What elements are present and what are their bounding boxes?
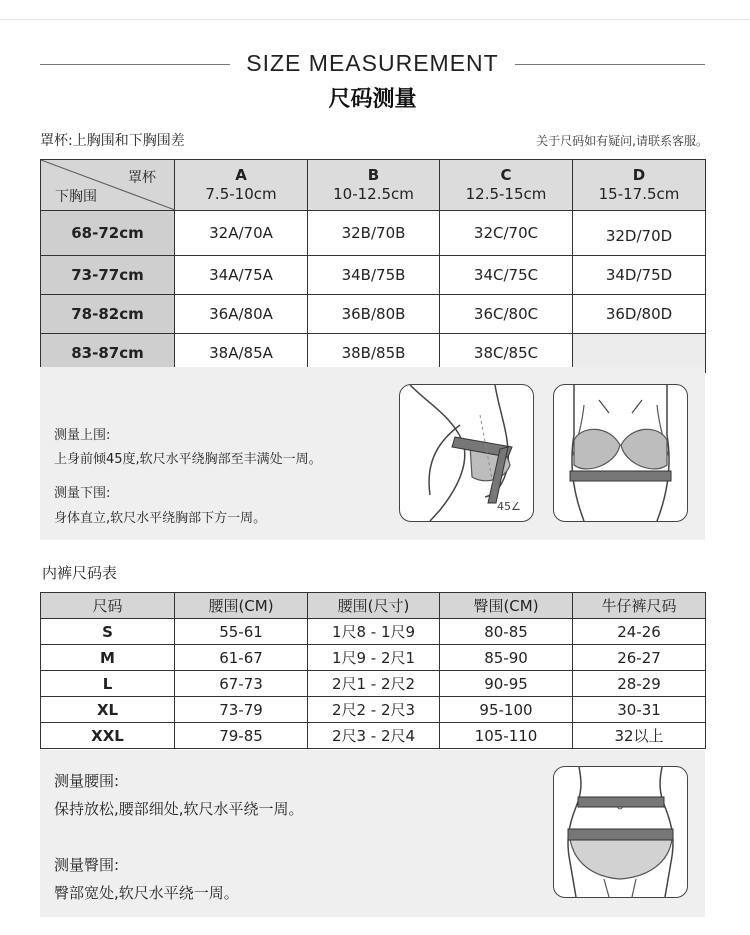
cup-range: 7.5-10cm bbox=[205, 185, 277, 203]
cup-letter: D bbox=[632, 166, 646, 184]
column-header: 尺码 bbox=[41, 593, 175, 619]
cup-letter: B bbox=[367, 166, 380, 184]
corner-band-label: 下胸围 bbox=[55, 189, 97, 205]
cup-letter: C bbox=[500, 166, 512, 184]
pants-section-title: 内裤尺码表 bbox=[42, 564, 118, 582]
upper-measure-title: 测量上围: bbox=[54, 428, 111, 443]
table-row bbox=[41, 256, 706, 295]
bra-size-table bbox=[40, 159, 706, 373]
hip-cm-cell: 105-110 bbox=[440, 723, 573, 749]
column-header: 腰围(尺寸) bbox=[308, 593, 440, 619]
waist-measure-title: 测量腰围: bbox=[54, 772, 120, 790]
pants-size-table bbox=[40, 592, 706, 749]
lower-measure-desc: 身体直立,软尺水平绕胸部下方一周。 bbox=[54, 511, 267, 526]
table-corner-cell bbox=[41, 160, 175, 211]
table-header-row bbox=[41, 593, 706, 619]
hip-measure-title: 测量臀围: bbox=[54, 856, 120, 874]
cup-header-d bbox=[573, 160, 706, 211]
size-cell: M bbox=[41, 645, 175, 671]
table-row bbox=[41, 295, 706, 334]
cup-range: 12.5-15cm bbox=[465, 185, 547, 203]
waist-cm-cell: 67-73 bbox=[175, 671, 308, 697]
size-cell: 32B/70B bbox=[308, 211, 440, 256]
size-cell: 36B/80B bbox=[308, 295, 440, 334]
hip-measure-desc: 臀部宽处,软尺水平绕一周。 bbox=[54, 884, 239, 902]
hip-cm-cell: 85-90 bbox=[440, 645, 573, 671]
jeans-size-cell: 26-27 bbox=[573, 645, 706, 671]
hip-cm-cell: 95-100 bbox=[440, 697, 573, 723]
cup-range: 15-17.5cm bbox=[598, 185, 680, 203]
waist-cm-cell: 61-67 bbox=[175, 645, 308, 671]
side-measure-illustration bbox=[399, 384, 534, 522]
table-row bbox=[41, 723, 706, 749]
size-cell: 32D/70D bbox=[573, 211, 706, 256]
corner-cup-label: 罩杯 bbox=[128, 170, 156, 186]
cup-range: 10-12.5cm bbox=[333, 185, 414, 203]
cup-header-c bbox=[440, 160, 573, 211]
page-title-en: SIZE MEASUREMENT bbox=[246, 50, 499, 76]
top-divider bbox=[0, 19, 750, 20]
waist-cm-cell: 55-61 bbox=[175, 619, 308, 645]
column-header: 腰围(CM) bbox=[175, 593, 308, 619]
cup-letter: A bbox=[235, 166, 247, 184]
band-cell: 83-87cm bbox=[41, 334, 175, 373]
table-row bbox=[41, 697, 706, 723]
waist-hip-illustration bbox=[553, 766, 688, 898]
angle-label: 45∠ bbox=[497, 500, 521, 513]
size-cell: S bbox=[41, 619, 175, 645]
column-header: 牛仔裤尺码 bbox=[573, 593, 706, 619]
waist-chi-cell: 1尺9 - 2尺1 bbox=[308, 645, 440, 671]
page-title-cn: 尺码测量 bbox=[328, 87, 417, 112]
cup-header-b bbox=[308, 160, 440, 211]
column-header: 臀围(CM) bbox=[440, 593, 573, 619]
waist-cm-cell: 79-85 bbox=[175, 723, 308, 749]
waist-cm-cell: 73-79 bbox=[175, 697, 308, 723]
body-side-icon bbox=[400, 385, 533, 521]
waist-measure-desc: 保持放松,腰部细处,软尺水平绕一周。 bbox=[54, 800, 304, 818]
size-cell: 32C/70C bbox=[440, 211, 573, 256]
cup-header-a bbox=[175, 160, 308, 211]
band-cell: 73-77cm bbox=[41, 256, 175, 295]
size-cell: XL bbox=[41, 697, 175, 723]
waist-chi-cell: 2尺2 - 2尺3 bbox=[308, 697, 440, 723]
waist-chi-cell: 2尺3 - 2尺4 bbox=[308, 723, 440, 749]
size-cell: L bbox=[41, 671, 175, 697]
size-cell: 38C/85C bbox=[440, 334, 573, 373]
size-cell: 36D/80D bbox=[573, 295, 706, 334]
waist-chi-cell: 1尺8 - 1尺9 bbox=[308, 619, 440, 645]
lower-body-icon bbox=[554, 767, 687, 897]
size-cell: 34B/75B bbox=[308, 256, 440, 295]
band-cell: 68-72cm bbox=[41, 211, 175, 256]
table-row bbox=[41, 211, 706, 256]
bra-measure-panel bbox=[40, 367, 705, 540]
jeans-size-cell: 30-31 bbox=[573, 697, 706, 723]
pants-measure-panel bbox=[40, 750, 705, 917]
table-row bbox=[41, 671, 706, 697]
size-cell: 34D/75D bbox=[573, 256, 706, 295]
size-cell: 38B/85B bbox=[308, 334, 440, 373]
jeans-size-cell: 24-26 bbox=[573, 619, 706, 645]
size-cell: XXL bbox=[41, 723, 175, 749]
body-front-icon bbox=[554, 385, 687, 521]
band-cell: 78-82cm bbox=[41, 295, 175, 334]
waist-chi-cell: 2尺1 - 2尺2 bbox=[308, 671, 440, 697]
size-cell: 32A/70A bbox=[175, 211, 308, 256]
front-measure-illustration bbox=[553, 384, 688, 522]
hip-cm-cell: 90-95 bbox=[440, 671, 573, 697]
jeans-size-cell: 28-29 bbox=[573, 671, 706, 697]
hip-cm-cell: 80-85 bbox=[440, 619, 573, 645]
size-cell: 36A/80A bbox=[175, 295, 308, 334]
contact-note: 关于尺码如有疑问,请联系客服。 bbox=[536, 134, 708, 148]
bra-subtitle: 罩杯:上胸围和下胸围差 bbox=[40, 133, 185, 149]
upper-measure-desc: 上身前倾45度,软尺水平绕胸部至丰满处一周。 bbox=[54, 452, 322, 467]
size-cell: 36C/80C bbox=[440, 295, 573, 334]
size-cell: 34C/75C bbox=[440, 256, 573, 295]
jeans-size-cell: 32以上 bbox=[573, 723, 706, 749]
size-cell: 38A/85A bbox=[175, 334, 308, 373]
lower-measure-title: 测量下围: bbox=[54, 486, 111, 501]
size-cell: 34A/75A bbox=[175, 256, 308, 295]
table-row bbox=[41, 619, 706, 645]
table-row bbox=[41, 645, 706, 671]
